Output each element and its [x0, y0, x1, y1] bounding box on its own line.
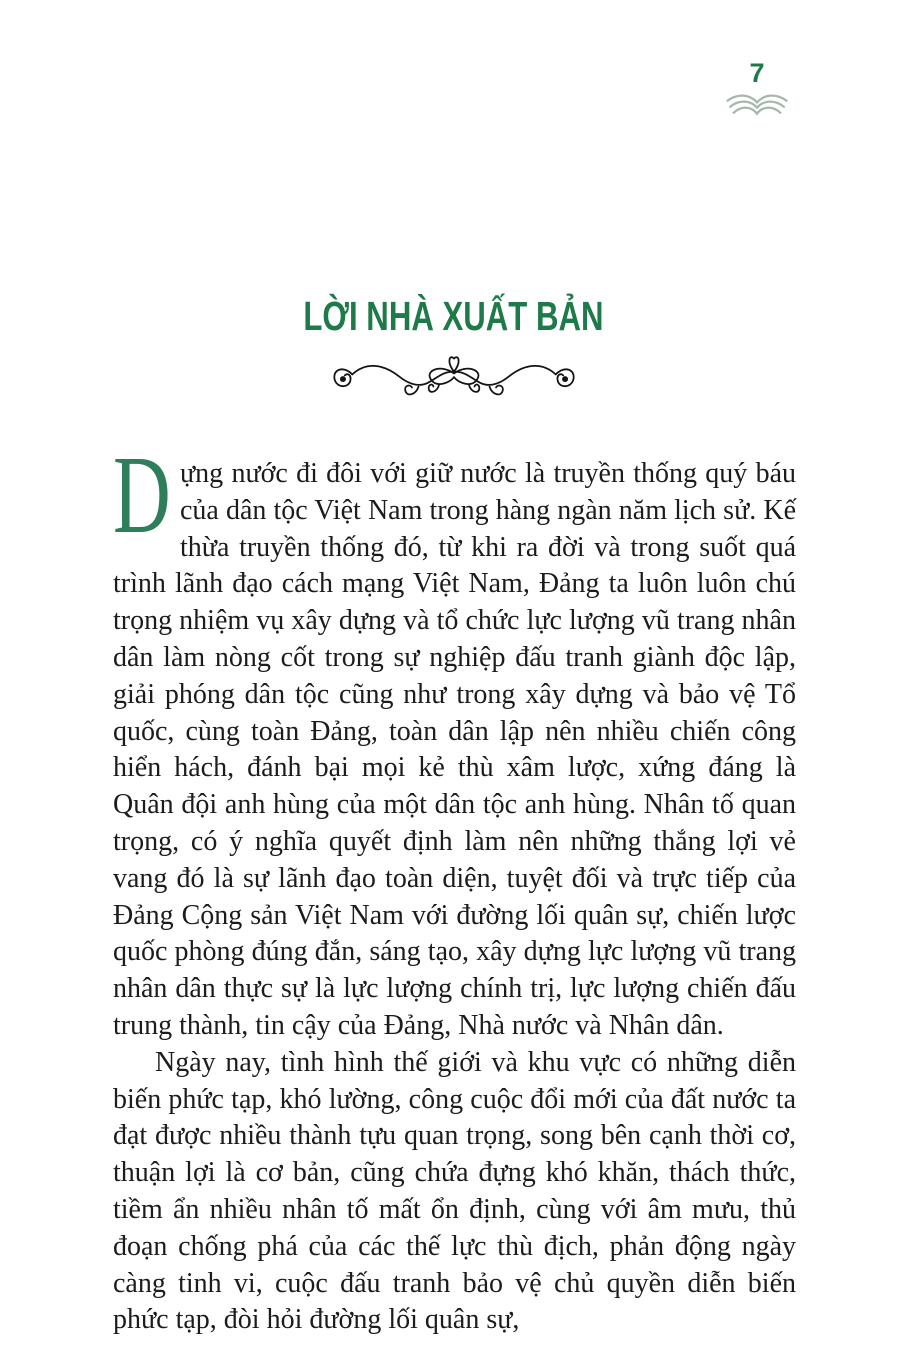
body-text: [113, 434, 796, 1339]
page-number: 7: [749, 58, 765, 88]
paragraph-1-text: ựng nước đi đôi với giữ nước là truyền thống quý báu của dân tộc Việt Nam trong hàng ngàn năm lịch sử. Kế thừa truyền thống đó, từ khi ra đời và trong suốt quá trình lãnh đạo cách mạng Việt Nam, Đảng ta luôn luôn chú trọng nhiệm vụ xây dựng và tổ chức lực lượng vũ trang nhân dân làm nòng cốt trong sự nghiệp đấu tranh giành độc lập, giải phóng dân tộc cũng như trong xây dựng và bảo vệ Tổ quốc, cùng toàn Đảng, toàn dân lập nên nhiều chiến công hiển hách, đánh bại mọi kẻ thù xâm lược, xứng đáng là Quân đội anh hùng của một dân tộc anh hùng. Nhân tố quan trọng, có ý nghĩa quyết định làm nên những thắng lợi vẻ vang đó là sự lãnh đạo toàn diện, tuyệt đối và trực tiếp của Đảng Cộng sản Việt Nam với đường lối quân sự, chiến lược quốc phòng đúng đắn, sáng tạo, xây dựng lực lượng vũ trang nhân dân thực sự là lực lượng chính trị, lực lượng chiến đấu trung thành, tin cậy của Đảng, Nhà nước và Nhân dân.: [113, 458, 796, 1041]
chapter-title: [0, 292, 907, 340]
running-head: [707, 58, 807, 118]
calligraphic-flourish-icon: [322, 352, 586, 408]
paragraph-1: [113, 434, 796, 1045]
drop-cap: D: [113, 434, 171, 557]
paragraph-2: Ngày nay, tình hình thế giới và khu vực có những diễn biến phức tạp, khó lường, công cuộc đổi mới của đất nước ta đạt được nhiều thành tựu quan trọng, song bên cạnh thời cơ, thuận lợi là cơ bản, cũng chứa đựng khó khăn, thách thức, tiềm ẩn nhiều nhân tố mất ổn định, cùng với âm mưu, thủ đoạn chống phá của các thế lực thù địch, phản động ngày càng tinh vi, cuộc đấu tranh bảo vệ chủ quyền diễn biến phức tạp, đòi hỏi đường lối quân sự,: [113, 1046, 796, 1336]
open-book-icon: [725, 92, 789, 118]
chapter-title-text: LỜI NHÀ XUẤT BẢN: [303, 293, 604, 339]
